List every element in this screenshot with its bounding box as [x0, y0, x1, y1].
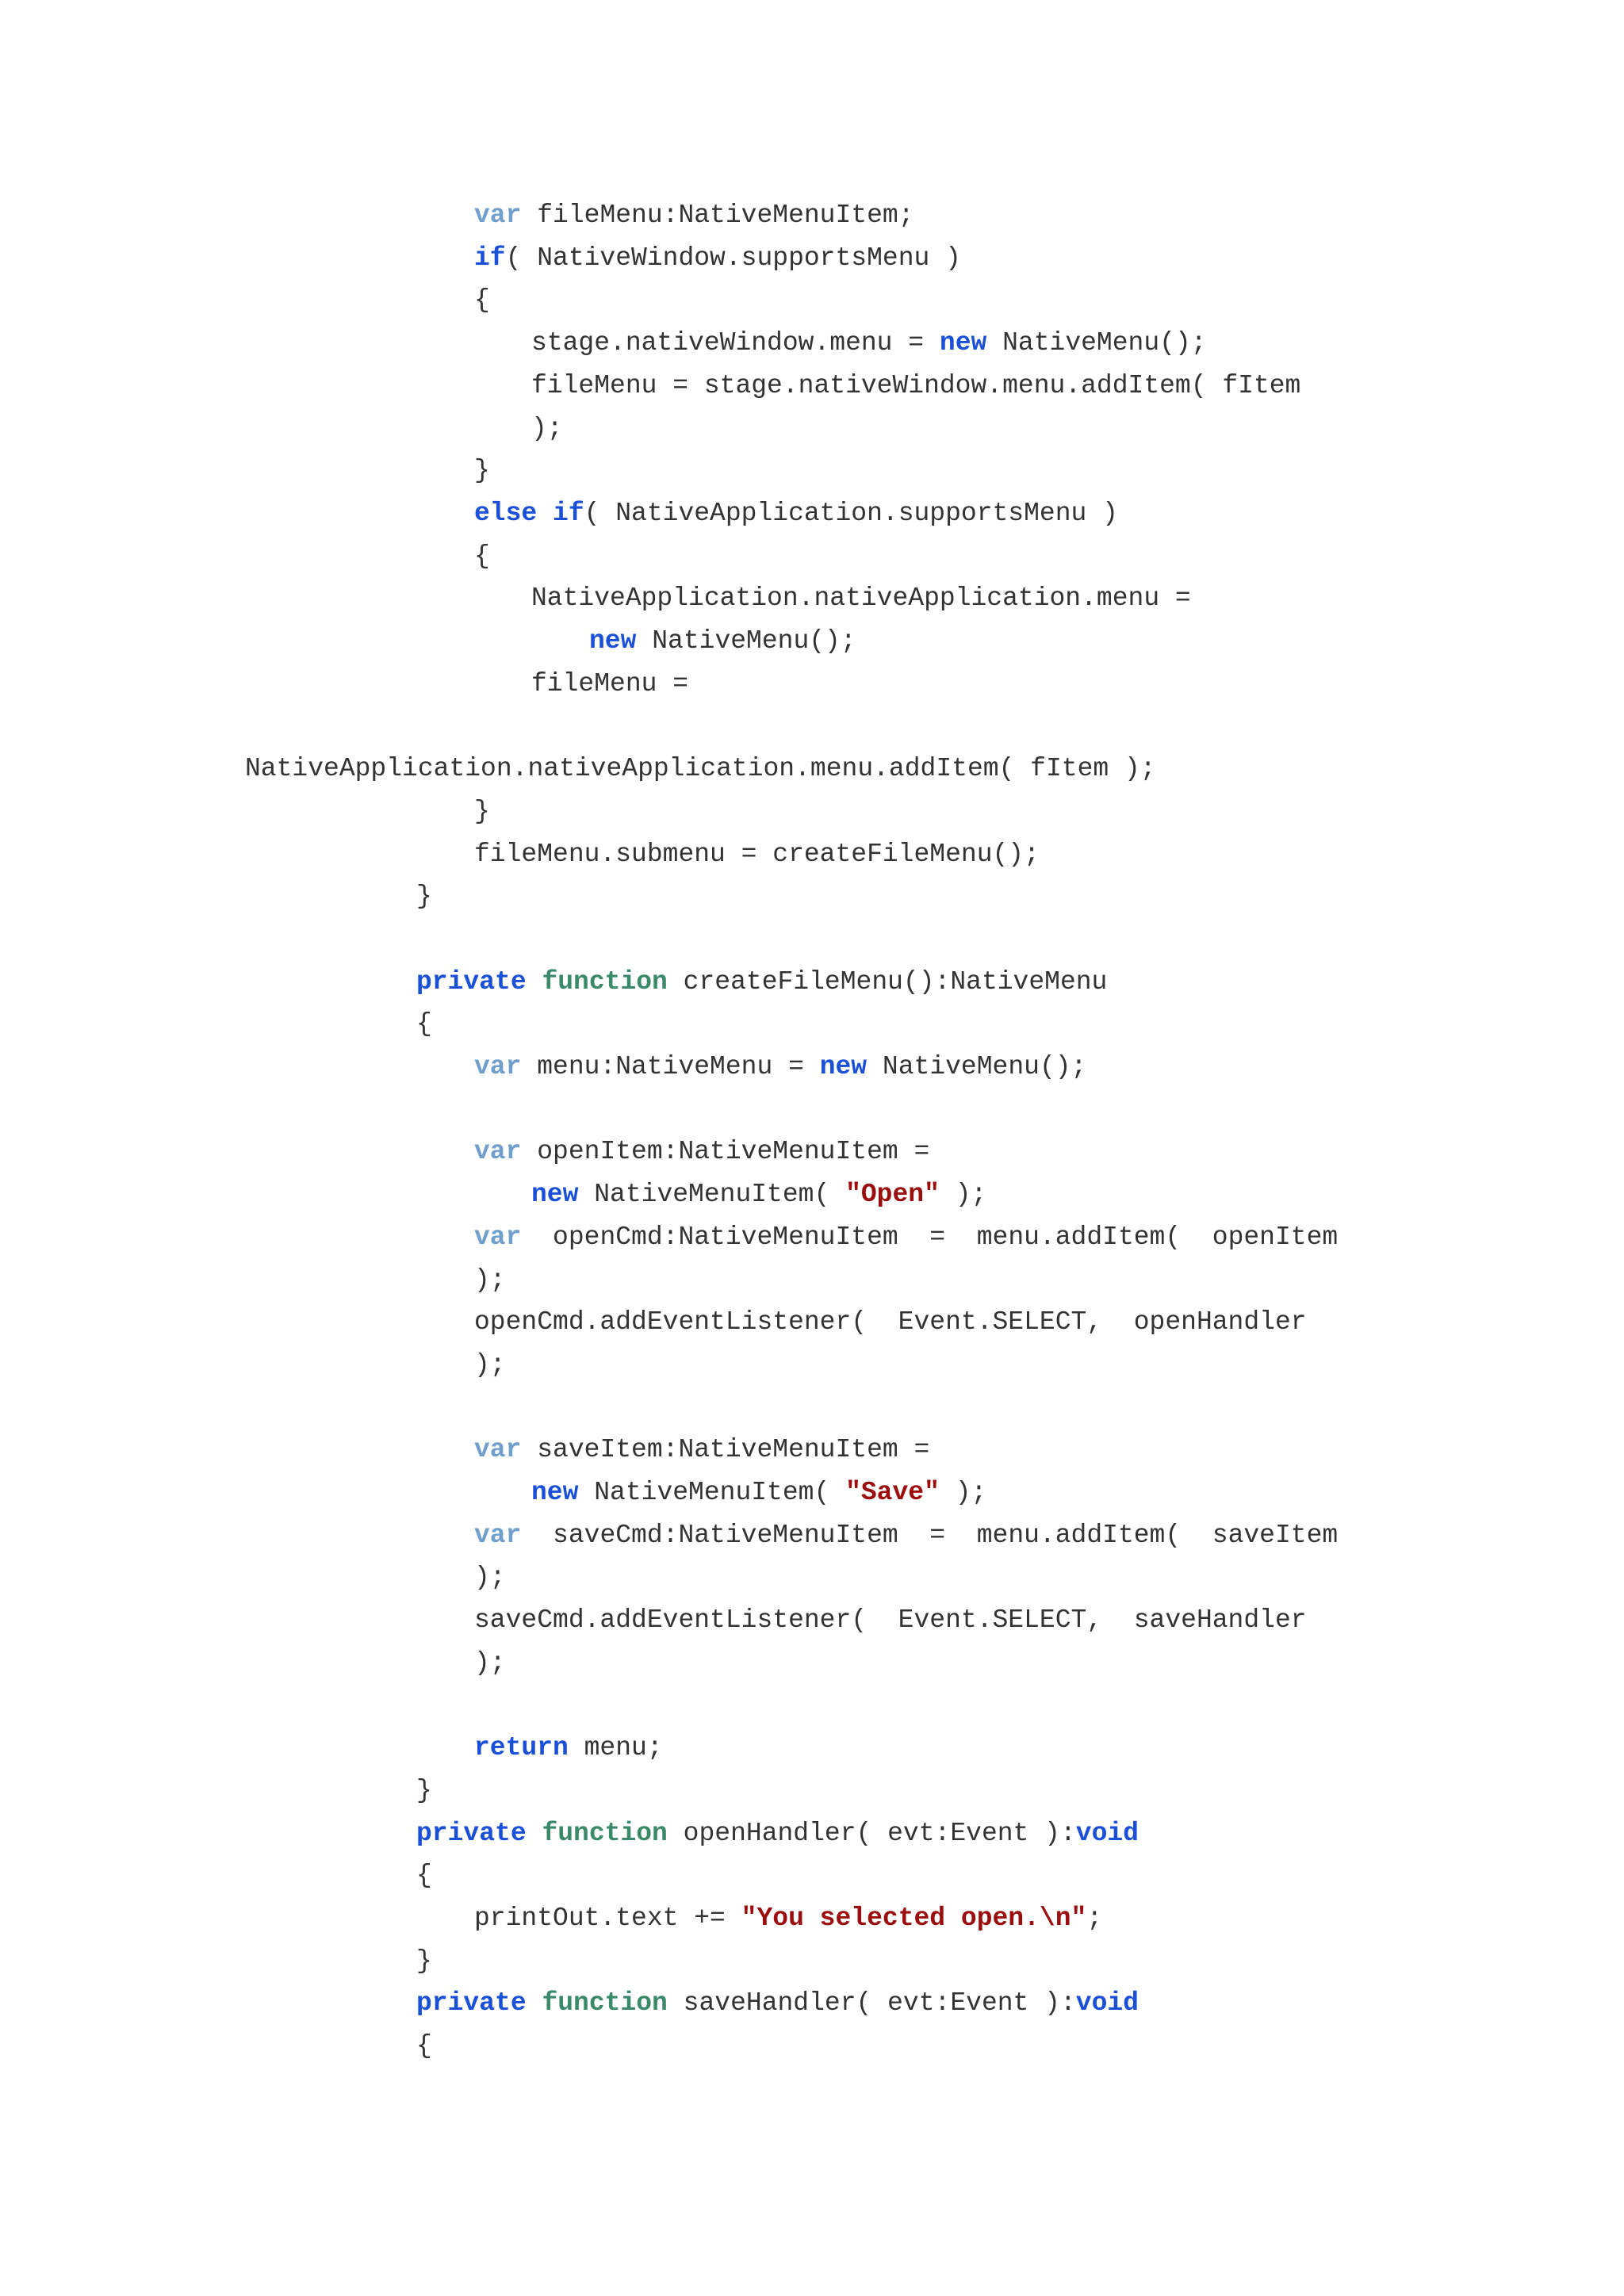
code-text: }: [416, 1775, 432, 1805]
code-text: saveHandler( evt:Event ):: [667, 1988, 1076, 2019]
code-text: NativeMenu();: [636, 626, 856, 656]
code-text: [527, 1988, 542, 2018]
code-text: ( NativeWindow.supportsMenu ): [505, 243, 961, 273]
code-text: }: [416, 1946, 432, 1976]
keyword: new: [819, 1052, 868, 1081]
code-line: [474, 1605, 1307, 1636]
code-text: {: [474, 285, 490, 316]
code-line: [531, 327, 1207, 359]
code-text: );: [939, 1478, 987, 1507]
code-line: [531, 1179, 986, 1211]
code-text: openItem:NativeMenuItem =: [521, 1137, 930, 1167]
code-text: createFileMenu():NativeMenu: [667, 966, 1108, 997]
keyword: if: [474, 243, 506, 273]
keyword: var: [474, 1520, 522, 1550]
code-text: }: [474, 796, 490, 826]
string-literal: "Save": [845, 1478, 940, 1507]
code-line: [474, 455, 490, 487]
code-line: [474, 1222, 1338, 1253]
code-text: ( NativeApplication.supportsMenu ): [584, 498, 1118, 528]
keyword: function: [542, 1818, 668, 1848]
code-line: [474, 285, 490, 316]
code-line: [474, 839, 1040, 871]
code-text: saveItem:NativeMenuItem =: [521, 1435, 930, 1465]
string-literal: "You selected open.\n": [741, 1904, 1087, 1933]
code-text: }: [416, 882, 432, 912]
code-text: [527, 967, 542, 997]
keyword: new: [531, 1478, 579, 1507]
keyword: new: [531, 1180, 579, 1210]
code-text: );: [474, 1265, 506, 1295]
code-line: [416, 2030, 432, 2062]
code-line: [531, 1477, 986, 1509]
code-line: [474, 1265, 506, 1296]
code-text: ;: [1086, 1904, 1103, 1933]
code-text: fileMenu = stage.nativeWindow.menu.addItem( fItem: [531, 370, 1301, 400]
keyword: private: [416, 966, 527, 997]
code-text: saveCmd.addEventListener( Event.SELECT, saveHandler: [474, 1605, 1307, 1636]
code-line: [245, 753, 1156, 785]
code-line: [531, 370, 1300, 402]
code-line: [416, 966, 1107, 998]
code-text: );: [474, 1647, 506, 1678]
keyword: var: [474, 1435, 522, 1465]
code-line: [474, 1520, 1338, 1552]
code-text: NativeMenuItem(: [578, 1180, 846, 1210]
code-line: [474, 1307, 1307, 1338]
code-text: menu:NativeMenu =: [521, 1052, 820, 1081]
code-text: NativeMenu();: [986, 328, 1207, 358]
code-line: [416, 1946, 432, 1977]
code-text: NativeApplication.nativeApplication.menu =: [531, 584, 1191, 614]
code-text: saveCmd:NativeMenuItem = menu.addItem( saveItem: [521, 1520, 1339, 1550]
code-text: {: [416, 1009, 432, 1039]
keyword: function: [542, 966, 668, 997]
code-line: [474, 1562, 506, 1594]
code-text: {: [416, 1861, 432, 1891]
code-line: [531, 668, 688, 700]
code-line: [474, 1051, 1086, 1083]
keyword: var: [474, 1052, 522, 1081]
code-text: {: [474, 541, 490, 571]
keyword: var: [474, 1137, 522, 1167]
keyword: new: [589, 626, 637, 656]
code-text: NativeMenuItem(: [578, 1478, 846, 1507]
code-line: [416, 1860, 432, 1892]
code-text: [527, 1819, 542, 1848]
code-line: [416, 881, 432, 913]
code-line: [474, 243, 961, 274]
code-text: printOut.text +=: [474, 1904, 741, 1933]
keyword: void: [1075, 1988, 1139, 2019]
code-line: [531, 413, 563, 445]
keyword: new: [939, 328, 987, 358]
keyword: private: [416, 1818, 527, 1848]
code-line: [416, 1008, 432, 1040]
code-line: [531, 583, 1191, 614]
code-text: );: [474, 1563, 506, 1593]
code-text: );: [939, 1180, 987, 1210]
code-line: [474, 1903, 1102, 1934]
code-text: );: [531, 413, 563, 443]
code-line: [416, 1818, 1139, 1850]
code-text: menu;: [568, 1733, 663, 1763]
code-line: [474, 498, 1118, 530]
code-text: fileMenu:NativeMenuItem;: [521, 201, 914, 230]
keyword: private: [416, 1988, 527, 2019]
code-text: fileMenu =: [531, 668, 689, 698]
code-line: [474, 200, 914, 232]
code-text: {: [416, 2031, 432, 2061]
keyword: else if: [474, 498, 584, 528]
code-text: fileMenu.submenu = createFileMenu();: [474, 839, 1040, 869]
code-text: openCmd.addEventListener( Event.SELECT, openHandler: [474, 1307, 1307, 1337]
code-line: [474, 1732, 663, 1764]
code-line: [589, 626, 856, 657]
code-text: stage.nativeWindow.menu =: [531, 328, 940, 358]
code-text: NativeApplication.nativeApplication.menu.addItem( fItem );: [245, 754, 1156, 784]
code-text: openCmd:NativeMenuItem = menu.addItem( openItem: [521, 1222, 1339, 1252]
code-text: openHandler( evt:Event ):: [667, 1818, 1076, 1848]
code-text: NativeMenu();: [867, 1052, 1087, 1081]
string-literal: "Open": [845, 1180, 940, 1210]
code-text: );: [474, 1349, 506, 1380]
code-line: [474, 1647, 506, 1679]
keyword: function: [542, 1988, 668, 2019]
code-line: [416, 1775, 432, 1807]
keyword: void: [1075, 1818, 1139, 1848]
code-line: [474, 796, 490, 828]
keyword: var: [474, 201, 522, 230]
keyword: return: [474, 1733, 569, 1763]
code-line: [416, 1988, 1139, 2019]
keyword: var: [474, 1222, 522, 1252]
code-text: }: [474, 456, 490, 486]
code-line: [474, 1349, 506, 1381]
code-line: [474, 1136, 929, 1168]
code-line: [474, 1434, 929, 1466]
code-line: [474, 541, 490, 572]
